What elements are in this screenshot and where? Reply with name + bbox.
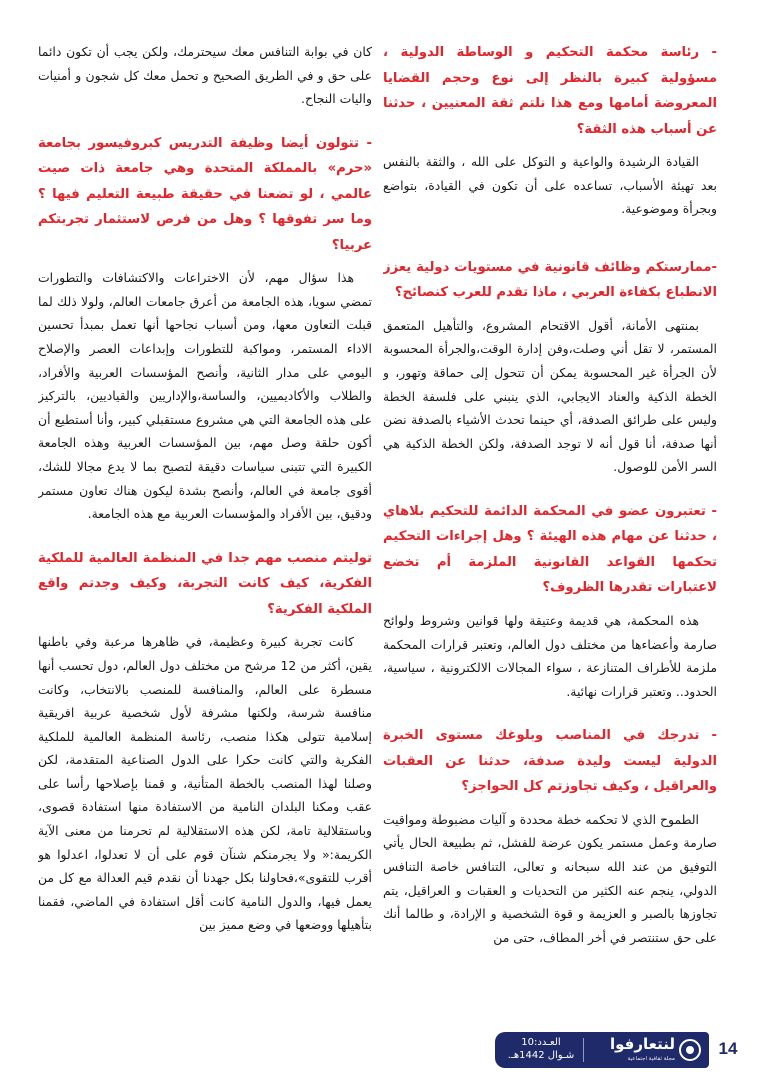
interview-answer bbox=[383, 609, 717, 703]
section-spacer bbox=[38, 532, 372, 546]
answer-paragraph: بمنتهى الأمانة، أقول الاقتحام المشروع، والتأهيل المتعمق المستمر، لا تقل أني وصلت،وفن إدارة الوقت،والجرأة المحسوبة لأن الجرأة غير المحسوبة يمكن أن تتحول إلى حماقة وتهور، و الخطة الذكية والعناد الايجابي، الذي ينبني على فلسفة الخطة وليس على طرائق الصدفة، أي حينما تحدث الأشياء بالصدفة نضن أنها صدفة، أنا قول أنه لا توجد الصدفة، ولكن الخطة الذكية هي السر الأمن للوصول. bbox=[383, 317, 717, 475]
magazine-banner bbox=[495, 1032, 709, 1068]
section-spacer bbox=[38, 117, 372, 131]
magazine-logo bbox=[581, 1034, 701, 1066]
interview-question: توليتم منصب مهم جدا في المنظمة العالمية للملكية الفكرية، كيف كانت التجربة، وكيف وجدتم واقع الملكية الفكرية؟ bbox=[38, 550, 372, 617]
interview-question: - تتولون أيضا وظيفة التدريس كبروفيسور بجامعة «حرم» بالمملكة المتحدة وهي جامعة ذات صيت عالمي ، لو تضعنا في حقيقة طبيعة التعليم فيها ؟ وما سر تفوقها ؟ وهل من فرص لاستثمار تجربتكم عربيا؟ bbox=[38, 135, 372, 253]
interview-answer bbox=[38, 266, 372, 526]
issue-info bbox=[503, 1036, 579, 1062]
interview-answer bbox=[383, 150, 717, 221]
page-footer bbox=[491, 1028, 749, 1070]
right-column bbox=[383, 40, 717, 1018]
issue-date: شـوال 1442هـ. bbox=[507, 1050, 575, 1061]
answer-paragraph: هذه المحكمة، هي قديمة وعتيقة ولها قوانين وشروط ولوائح صارمة وأعضاءها من مختلف دول العالم، وتعتبر قرارات المحكمة ملزمة للأطراف المتنازعة ، سواء المجالات الالكترونية ، سياسية، الحدود.. وتعتبر قرارات نهائية. bbox=[383, 612, 717, 699]
answer-paragraph: كان في بوابة التنافس معك سيحترمك، ولكن يجب أن تكون دائما على حق و في الطريق الصحيح و تحمل معك كل شجون و أمنيات واليات النجاح. bbox=[38, 44, 372, 107]
interview-question: - رئاسة محكمة التحكيم و الوساطة الدولية ، مسؤولية كبيرة بالنظر إلى نوع وحجم القضايا المعروضة أمامها ومع هذا نلتم ثقة المعنيين ، حدثنا عن أسباب هذه الثقة؟ bbox=[383, 45, 717, 137]
issue-number: العـدد:10 bbox=[521, 1037, 561, 1048]
answer-paragraph: القيادة الرشيدة والواعية و التوكل على الله ، والثقة بالنفس بعد تهيئة الأسباب، تساعده على أن تكون في القيادة، بتواضع وبجرأة وموضوعية. bbox=[383, 154, 717, 217]
answer-paragraph: هذا سؤال مهم، لأن الاختراعات والاكتشافات والتطورات تمضي سويا، هذه الجامعة من أعرق جامعات العالم، ولولا ذلك لما قبلت التعاون معها، ومن أسباب نجاحها أنها تعمل بمبدأ تحسين الاداء المستمر، ومواكبة للتطورات وإبداعات العصر والإصلاح اليومي على مدار الثانية، وأنصح المؤسسات العربية والأفراد، والطلاب والأكاديميين، والساسة،والإداريين والقياديين، بالتركيز على هذه الجامعة التي هي مشروع مستقبلي كبير، وأنا أستطيع أن أكون حلقة وصل مهم، بين المؤسسات العربية وهذه الجامعة الكبيرة التي تتبنى سياسات دقيقة لتصبح بما لا يدع مجالا للشك، أقوى جامعة في العالم، وأنصح بشدة ليكون هناك تعاون مستمر ودقيق، بين الأفراد والمؤسسات العربية مع هذه الجامعة. bbox=[38, 270, 372, 522]
page-number: 14 bbox=[718, 1039, 738, 1058]
answer-paragraph: كانت تجربة كبيرة وعظيمة، في ظاهرها مرعبة وفي باطنها يقين، أكثر من 12 مرشح من مختلف دول العالم، دول تحسب أنها مسطرة على العالم، والمنافسة للمنصب بالانتخاب، وكانت منافسة شرسة، ولكنها مشرفة لأول شخصية عربية افريقية إسلامية تتولى هكذا منصب، رئاسة المنظمة العالمية للملكية الفكرية والتي كانت حكرا على الدول الصناعية المتقدمة، لكن وصلنا لهذا المنصب بالخطة المتأنية، و قمنا بإصلاحها رأسا على عقب ومكنا البلدان النامية من الاستفادة منها استفادة قصوى، وباستقلالية تامة، لكن هذه الاستقلالية لم تحرمنا من معنى الآية الكريمة:« ولا يجرمنكم شنآن قوم على أن لا تعدلوا، اعدلوا هو أقرب للتقوى»،فحاولنا بكل جهدنا أن نقدم قيم العدالة مع كل من يعمل فيها، والدول النامية كانت أقل استفادة في الماضي، فقمنا بتأهيلها ووضعها في وضع مميز بين bbox=[38, 634, 372, 933]
interview-answer bbox=[383, 808, 717, 950]
logo-text: لنتعارفوا bbox=[610, 1035, 675, 1053]
section-spacer bbox=[383, 485, 717, 499]
section-spacer bbox=[383, 227, 717, 255]
logo-subtitle: مجلة ثقافية اجتماعية bbox=[627, 1056, 675, 1062]
interview-answer bbox=[38, 630, 372, 937]
answer-paragraph: الطموح الذي لا تحكمه خطة محددة و آليات مضبوطة ومواقيت صارمة وعمل مستمر يكون عرضة للفشل، ثم بطبيعة الحال يأتي التوفيق من عند الله سبحانه و تعالى، التنافس خاصة التنافس الدولي، ينجم عنه الكثير من التحديات و العقبات و العراقيل، يتم تجاوزها بالصبر و العزيمة و قوة الشخصية و الإرادة، و طالما أنك على حق ستنتصر في أخر المطاف، حتى من bbox=[383, 811, 717, 945]
section-spacer bbox=[383, 709, 717, 723]
interview-question: - تعتبرون عضو في المحكمة الدائمة للتحكيم بلاهاي ، حدثنا عن مهام هذه الهيئة ؟ وهل إجراءات التحكيم تحكمها القواعد القانونية الملزمة أم تخضع لاعتبارات تقدرها الظروف؟ bbox=[383, 503, 717, 596]
divider bbox=[583, 1038, 584, 1062]
globe-icon bbox=[679, 1039, 701, 1061]
continued-paragraph bbox=[38, 40, 372, 111]
interview-question: -ممارستكم وظائف قانونية في مستويات دولية يعزز الانطباع بكفاءة العربي ، ماذا تقدم للعرب كنصائح؟ bbox=[383, 259, 717, 301]
left-column bbox=[38, 40, 372, 1018]
interview-question: - تدرجك في المناصب وبلوغك مستوى الخبرة الدولية ليست وليدة صدفة، حدثنا عن العقبات والعراقيل ، وكيف تجاوزتم كل الحواجز؟ bbox=[383, 728, 717, 795]
interview-answer bbox=[383, 314, 717, 479]
